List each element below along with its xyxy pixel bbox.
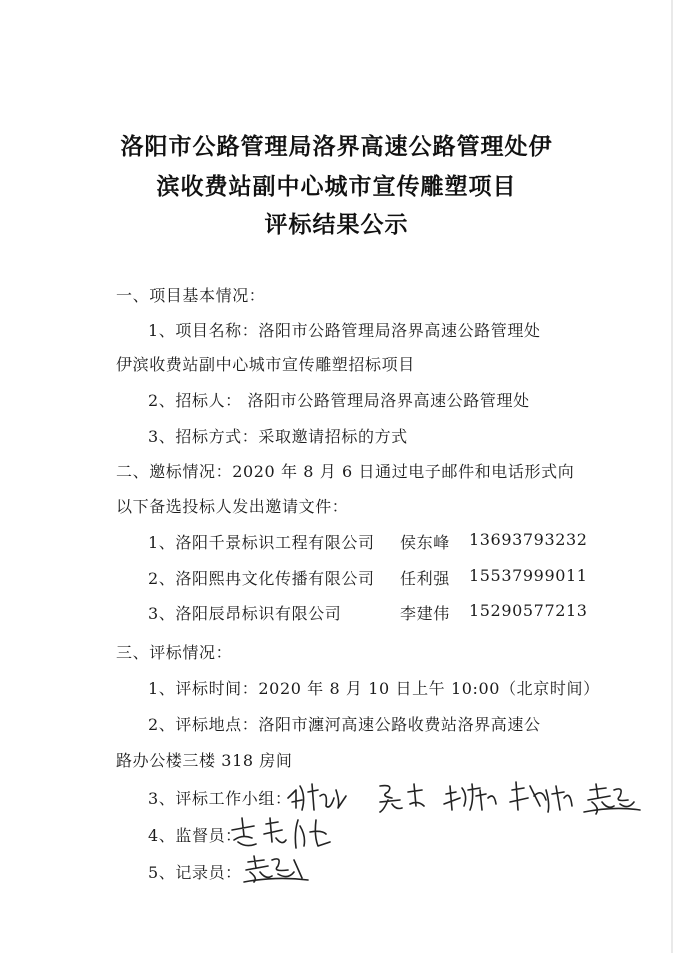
evaluation-time: 1、评标时间：2020 年 8 月 10 日上午 10:00（北京时间） <box>148 679 600 698</box>
bidder-2-company: 2、洛阳熙冉文化传播有限公司 <box>148 569 375 588</box>
title-line-1: 洛阳市公路管理局洛界高速公路管理处伊 <box>120 134 553 160</box>
tenderer: 2、招标人： 洛阳市公路管理局洛界高速公路管理处 <box>148 391 530 410</box>
bidder-1-company: 1、洛阳千景标识工程有限公司 <box>148 533 375 552</box>
bidder-2-phone: 15537999011 <box>469 566 588 585</box>
section3-heading: 三、评标情况： <box>116 643 233 662</box>
recorder-signature <box>242 850 322 886</box>
supervisor-label: 4、监督员： <box>148 826 242 845</box>
bidder-1-phone: 13693793232 <box>469 530 588 549</box>
recorder-label: 5、记录员： <box>148 863 242 882</box>
evaluation-place-line1: 2、评标地点：洛阳市瀍河高速公路收费站洛界高速公 <box>148 715 541 734</box>
tender-method: 3、招标方式：采取邀请招标的方式 <box>148 427 408 446</box>
section2-heading-line2: 以下备选投标人发出邀请文件： <box>116 497 349 516</box>
bidder-3-company: 3、洛阳辰昂标识有限公司 <box>148 604 342 623</box>
bidder-3-contact: 李建伟 <box>400 604 450 623</box>
project-name-line2: 伊滨收费站副中心城市宣传雕塑招标项目 <box>116 355 415 374</box>
title-line-2: 滨收费站副中心城市宣传雕塑项目 <box>156 174 517 200</box>
title-line-3: 评标结果公示 <box>264 212 409 238</box>
bidder-1-contact: 侯东峰 <box>400 533 450 552</box>
bidder-3-phone: 15290577213 <box>469 601 588 620</box>
bidder-2-contact: 任利强 <box>400 569 450 588</box>
committee-label: 3、评标工作小组： <box>148 789 292 808</box>
section2-heading-line1: 二、邀标情况：2020 年 8 月 6 日通过电子邮件和电话形式向 <box>116 462 575 481</box>
supervisor-signature <box>226 812 356 852</box>
section1-heading: 一、项目基本情况： <box>116 286 266 305</box>
evaluation-place-line2: 路办公楼三楼 318 房间 <box>116 751 293 770</box>
project-name-line1: 1、项目名称：洛阳市公路管理局洛界高速公路管理处 <box>148 321 541 340</box>
